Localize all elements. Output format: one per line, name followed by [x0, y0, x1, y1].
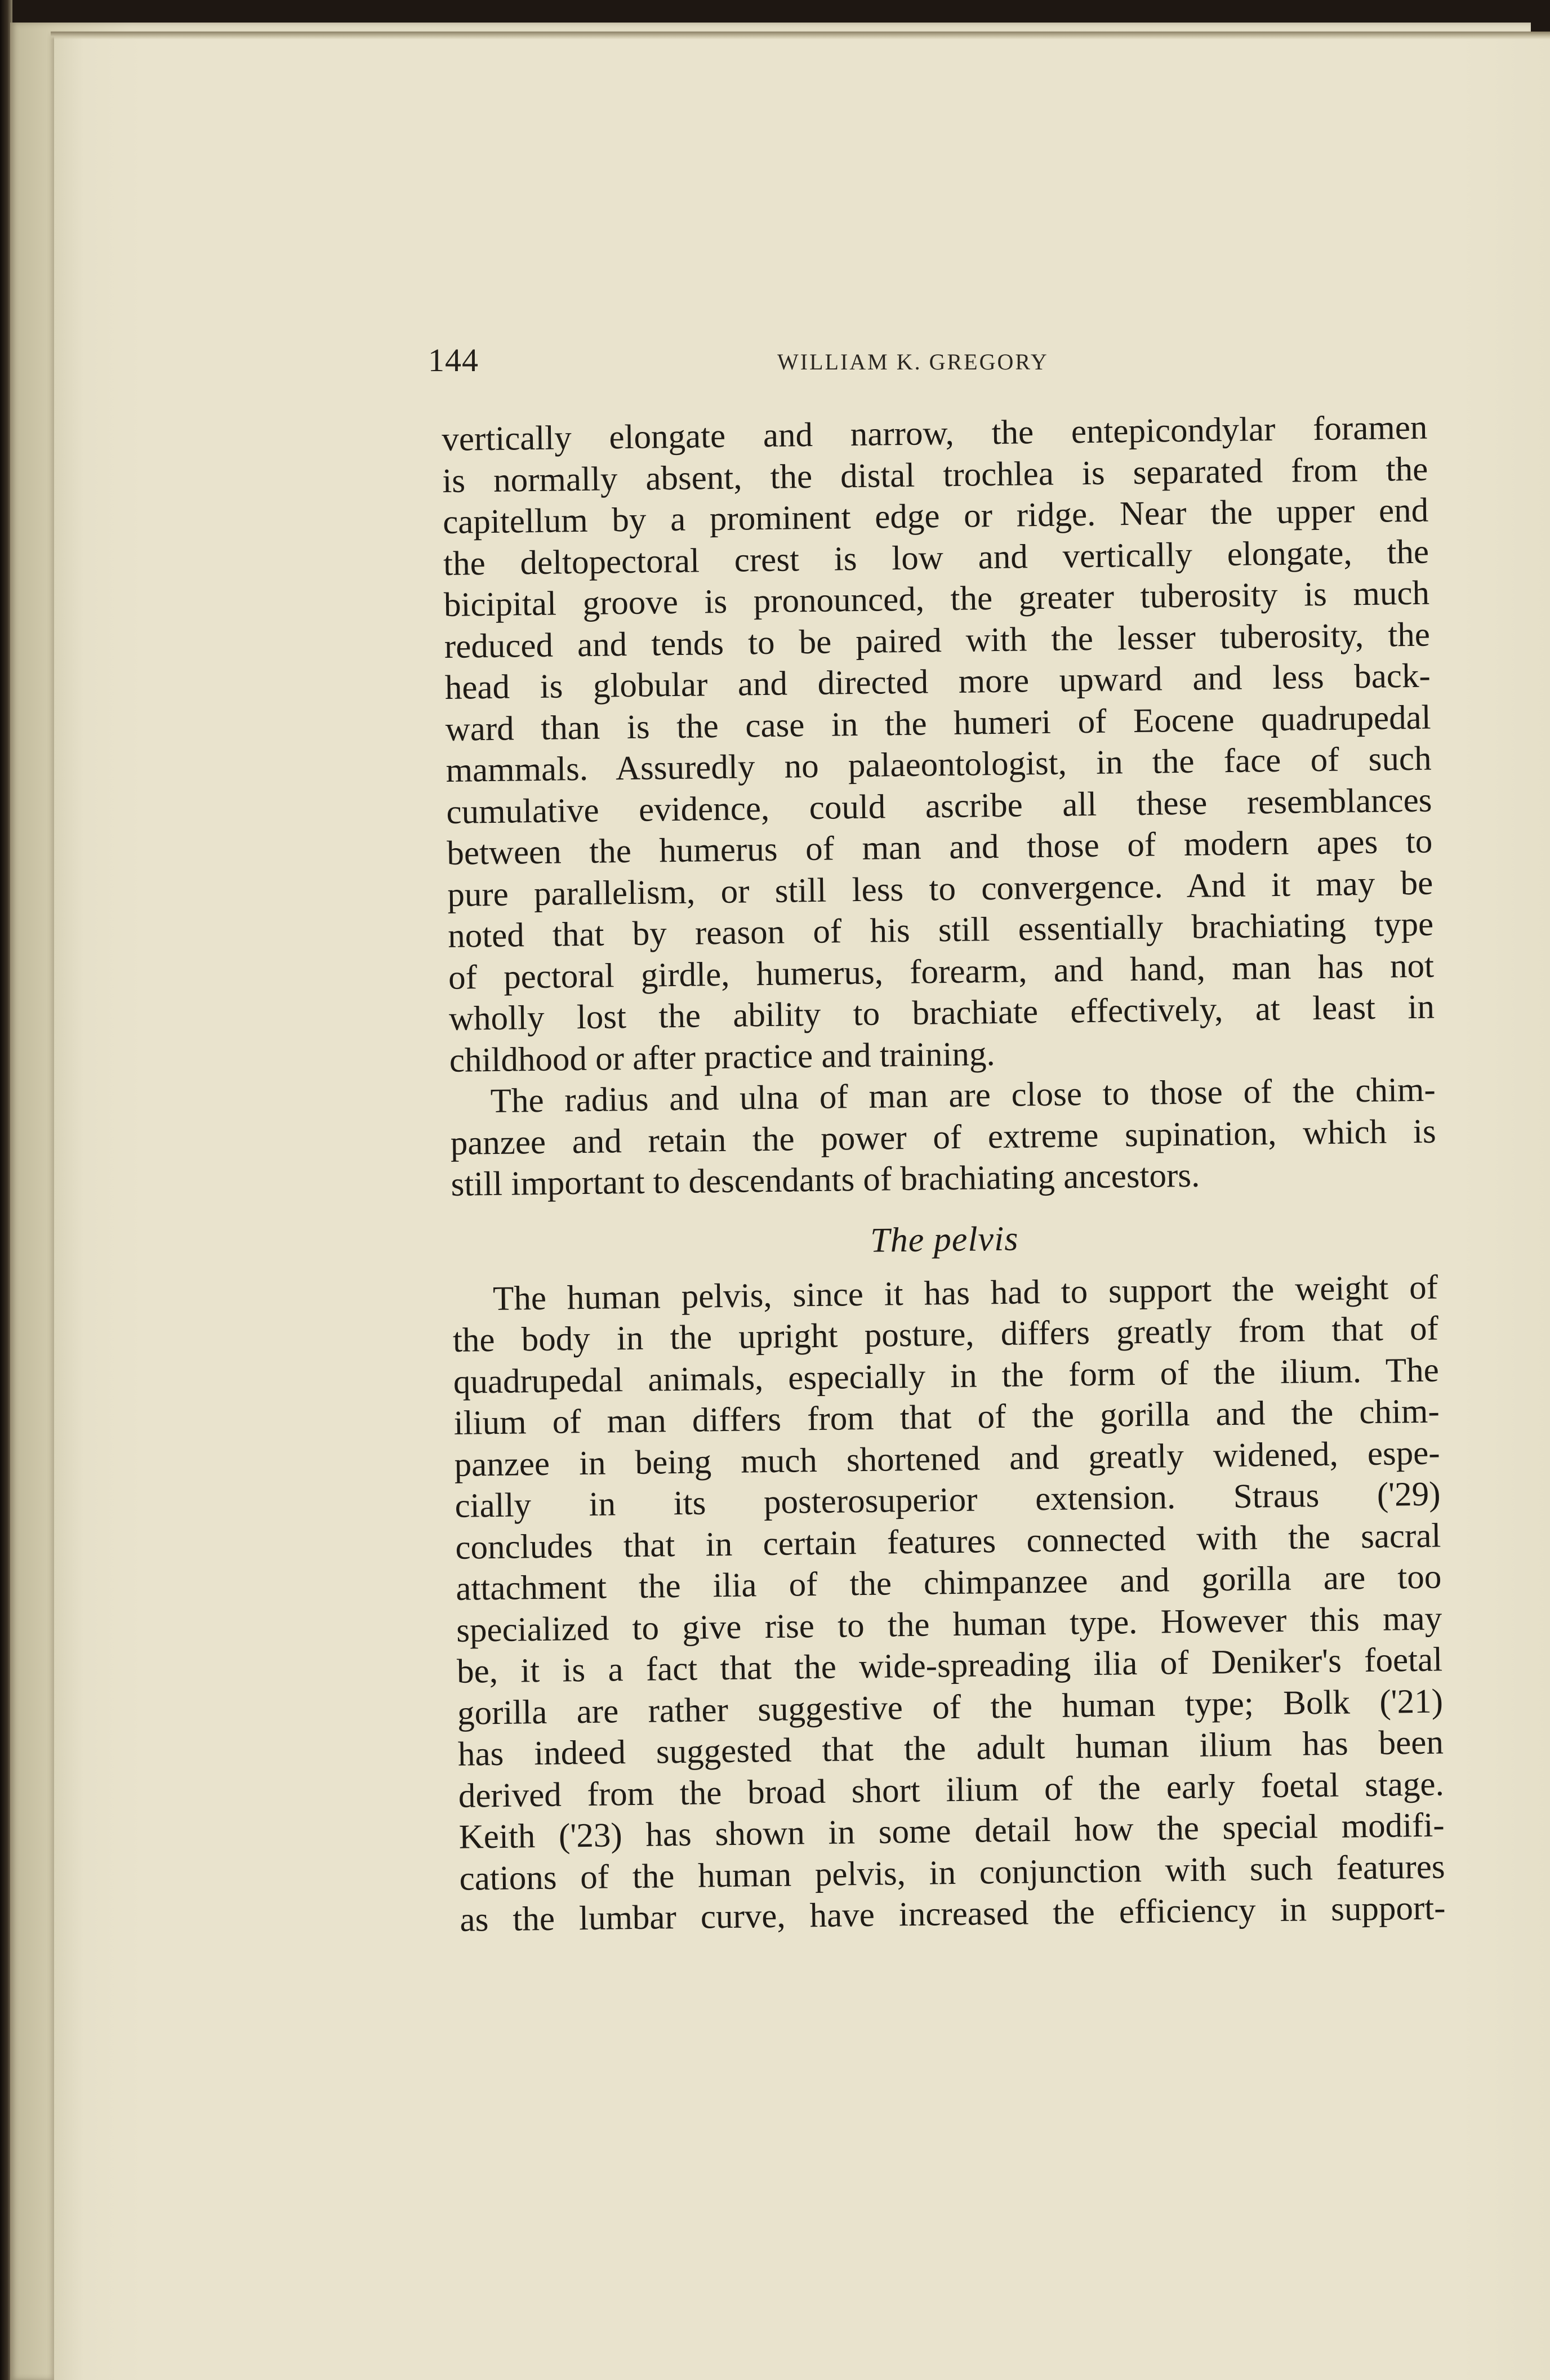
- text-line: has indeed suggested that the adult human ilium has been: [457, 1723, 1444, 1773]
- text-line: pure parallelism, or still less to convergence. And it may be: [447, 864, 1433, 914]
- paragraph-humerus: [442, 407, 1435, 1081]
- text-line: concludes that in certain features connected with the sacral: [455, 1516, 1441, 1567]
- text-line: specialized to give rise to the human type. However this may: [456, 1599, 1442, 1650]
- text-line: bicipital groove is pronounced, the greater tuberosity is much: [443, 574, 1430, 624]
- section-heading: The pelvis: [870, 1219, 1019, 1260]
- text-line: mammals. Assuredly no palaeontologist, in the face of such: [446, 739, 1432, 790]
- text-line: be, it is a fact that the wide-spreading ilia of Deniker's foetal: [456, 1641, 1443, 1691]
- text-line: gorilla are rather suggestive of the human type; Bolk ('21): [457, 1682, 1444, 1732]
- text-line: as the lumbar curve, have increased the efficiency in support-: [460, 1889, 1446, 1939]
- body-text: [442, 407, 1446, 1941]
- text-line: The radius and ulna of man are close to those of the chim-: [490, 1071, 1436, 1121]
- text-line: cations of the human pelvis, in conjunction with such features: [459, 1847, 1445, 1898]
- text-line: the body in the upright posture, differs greatly from that of: [452, 1309, 1439, 1360]
- text-line: quadrupedal animals, especially in the form of the ilium. The: [453, 1351, 1440, 1401]
- page-header: [428, 338, 1442, 383]
- text-line: The human pelvis, since it has had to support the weight of: [492, 1268, 1438, 1318]
- text-line: cially in its posterosuperior extension. Straus ('29): [455, 1475, 1441, 1525]
- text-line: ilium of man differs from that of the gorilla and the chim-: [453, 1392, 1440, 1442]
- text-line: the deltopectoral crest is low and vertically elongate, the: [443, 533, 1429, 583]
- text-line: childhood or after practice and training.: [449, 1035, 996, 1080]
- text-line: panzee in being much shortened and greatly widened, espe-: [454, 1433, 1440, 1484]
- text-line: noted that by reason of his still essentially brachiating type: [447, 905, 1434, 955]
- text-line: wholly lost the ability to brachiate effectively, at least in: [448, 988, 1435, 1038]
- page-top-edge: [51, 32, 1550, 39]
- text-line: vertically elongate and narrow, the entepicondylar foramen: [442, 408, 1428, 458]
- text-line: attachment the ilia of the chimpanzee and gorilla are too: [455, 1558, 1442, 1608]
- text-line: of pectoral girdle, humerus, forearm, and hand, man has not: [448, 947, 1435, 997]
- text-line: panzee and retain the power of extreme supination, which is: [450, 1112, 1436, 1162]
- running-head: WILLIAM K. GREGORY: [777, 349, 1049, 375]
- page-number: 144: [428, 342, 479, 378]
- text-line: head is globular and directed more upward and less back-: [444, 657, 1431, 707]
- text-line: reduced and tends to be paired with the lesser tuberosity, the: [444, 616, 1431, 666]
- text-line: is normally absent, the distal trochlea is separated from the: [442, 450, 1428, 500]
- paragraph-radius-ulna: [449, 1069, 1437, 1206]
- text-line: still important to descendants of brachiating ancestors.: [451, 1156, 1200, 1204]
- text-line: ward than is the case in the humeri of Eocene quadrupedal: [445, 698, 1432, 748]
- text-line: derived from the broad short ilium of the early foetal stage.: [458, 1764, 1445, 1815]
- text-line: capitellum by a prominent edge or ridge. Near the upper end: [442, 491, 1429, 541]
- text-line: Keith ('23) has shown in some detail how the special modifi-: [458, 1806, 1445, 1856]
- text-line: between the humerus of man and those of modern apes to: [447, 822, 1433, 872]
- text-line: cumulative evidence, could ascribe all these resemblances: [446, 781, 1432, 831]
- paragraph-pelvis: [452, 1267, 1446, 1941]
